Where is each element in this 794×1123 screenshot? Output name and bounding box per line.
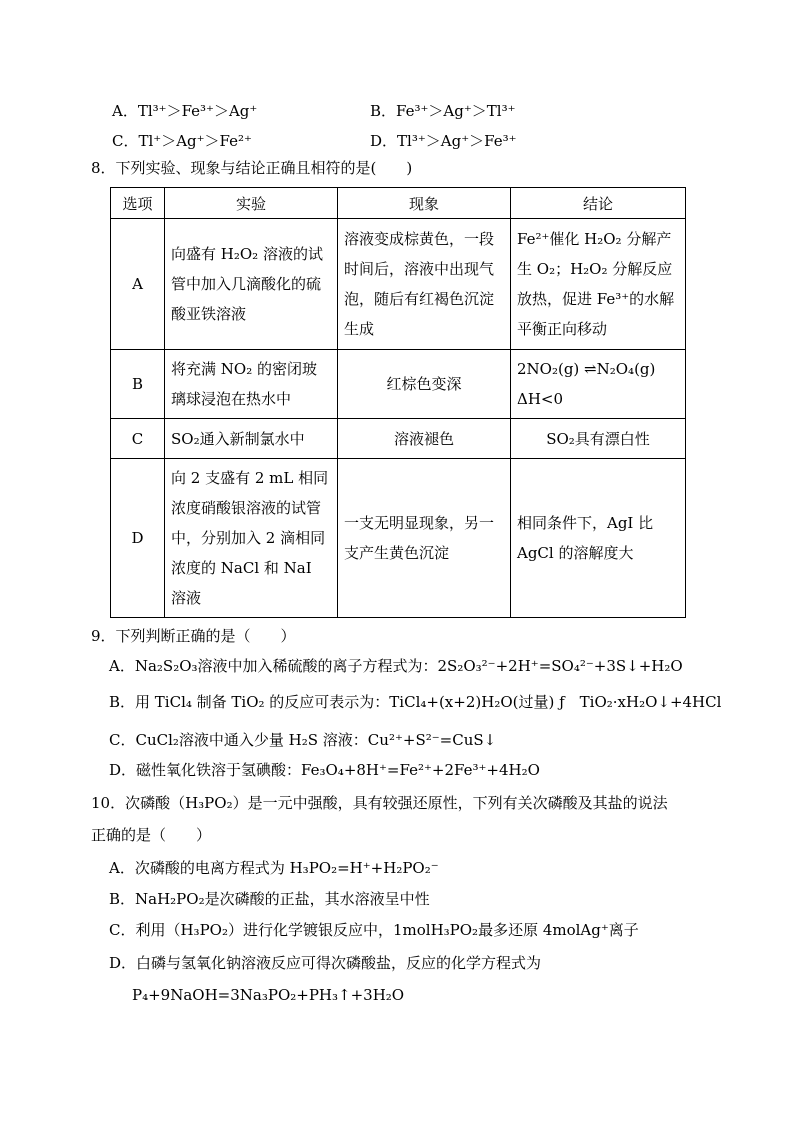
row-d-conclusion: 相同条件下，AgI 比 AgCl 的溶解度大 [511,459,686,618]
row-b-option: B [111,350,165,419]
q7-option-d: D．Tl³⁺＞Ag⁺＞Fe³⁺ [370,132,517,150]
row-b-phenomenon: 红棕色变深 [338,350,511,419]
q10-option-d: D．白磷与氢氧化钠溶液反应可得次磷酸盐，反应的化学方程式为 [109,954,542,972]
q9-option-a: A．Na₂S₂O₃溶液中加入稀硫酸的离子方程式为：2S₂O₃²⁻+2H⁺=SO₄²⁻+3S↓+H₂O [109,657,683,675]
q7-option-c: C．Tl⁺＞Ag⁺＞Fe²⁺ [112,132,252,150]
row-a-option: A [111,219,165,350]
table-row [111,350,686,419]
row-c-option: C [111,419,165,459]
q9-option-c: C．CuCl₂溶液中通入少量 H₂S 溶液：Cu²⁺+S²⁻=CuS↓ [109,731,497,749]
row-c-conclusion: SO₂具有漂白性 [511,419,686,459]
header-conclusion: 结论 [511,188,686,219]
q10-option-a: A．次磷酸的电离方程式为 H₃PO₂=H⁺+H₂PO₂⁻ [109,859,439,877]
row-c-phenomenon: 溶液褪色 [338,419,511,459]
row-a-phenomenon: 溶液变成棕黄色，一段时间后，溶液中出现气泡，随后有红褐色沉淀生成 [338,219,511,350]
header-experiment: 实验 [165,188,338,219]
table-row [111,219,686,350]
q8-table [110,187,686,618]
q10-option-b: B．NaH₂PO₂是次磷酸的正盐，其水溶液呈中性 [109,890,430,908]
q10-stem-line1: 10．次磷酸（H₃PO₂）是一元中强酸，具有较强还原性，下列有关次磷酸及其盐的说法 [91,794,668,812]
table-row [111,459,686,618]
q10-option-c: C．利用（H₃PO₂）进行化学镀银反应中，1molH₃PO₂最多还原 4molAg⁺离子 [109,921,639,939]
q8-stem: 8．下列实验、现象与结论正确且相符的是( ) [91,159,413,177]
q9-stem: 9．下列判断正确的是（ ） [91,627,296,645]
row-a-experiment: 向盛有 H₂O₂ 溶液的试管中加入几滴酸化的硫酸亚铁溶液 [165,219,338,350]
row-c-experiment: SO₂通入新制氯水中 [165,419,338,459]
row-d-experiment: 向 2 支盛有 2 mL 相同浓度硝酸银溶液的试管中，分别加入 2 滴相同浓度的 NaCl 和 NaI 溶液 [165,459,338,618]
row-b-experiment: 将充满 NO₂ 的密闭玻璃球浸泡在热水中 [165,350,338,419]
q9-option-d: D．磁性氧化铁溶于氢碘酸：Fe₃O₄+8H⁺=Fe²⁺+2Fe³⁺+4H₂O [109,761,540,779]
q7-option-a: A．Tl³⁺＞Fe³⁺＞Ag⁺ [112,102,258,120]
header-option: 选项 [111,188,165,219]
q10-option-d-equation: P₄+9NaOH=3Na₃PO₂+PH₃↑+3H₂O [132,986,405,1004]
header-phenomenon: 现象 [338,188,511,219]
row-b-conclusion: 2NO₂(g) ⇌N₂O₄(g) ΔH<0 [511,350,686,419]
row-a-conclusion: Fe²⁺催化 H₂O₂ 分解产生 O₂；H₂O₂ 分解反应放热，促进 Fe³⁺的水解平衡正向移动 [511,219,686,350]
q7-option-b: B．Fe³⁺＞Ag⁺＞Tl³⁺ [370,102,516,120]
row-d-option: D [111,459,165,618]
q9-option-b: B．用 TiCl₄ 制备 TiO₂ 的反应可表示为：TiCl₄+(x+2)H₂O(过量) ƒ TiO₂·xH₂O↓+4HCl [109,693,722,711]
q10-stem-line2: 正确的是（ ） [91,826,212,844]
table-row [111,419,686,459]
row-d-phenomenon: 一支无明显现象，另一支产生黄色沉淀 [338,459,511,618]
table-header-row [111,188,686,219]
